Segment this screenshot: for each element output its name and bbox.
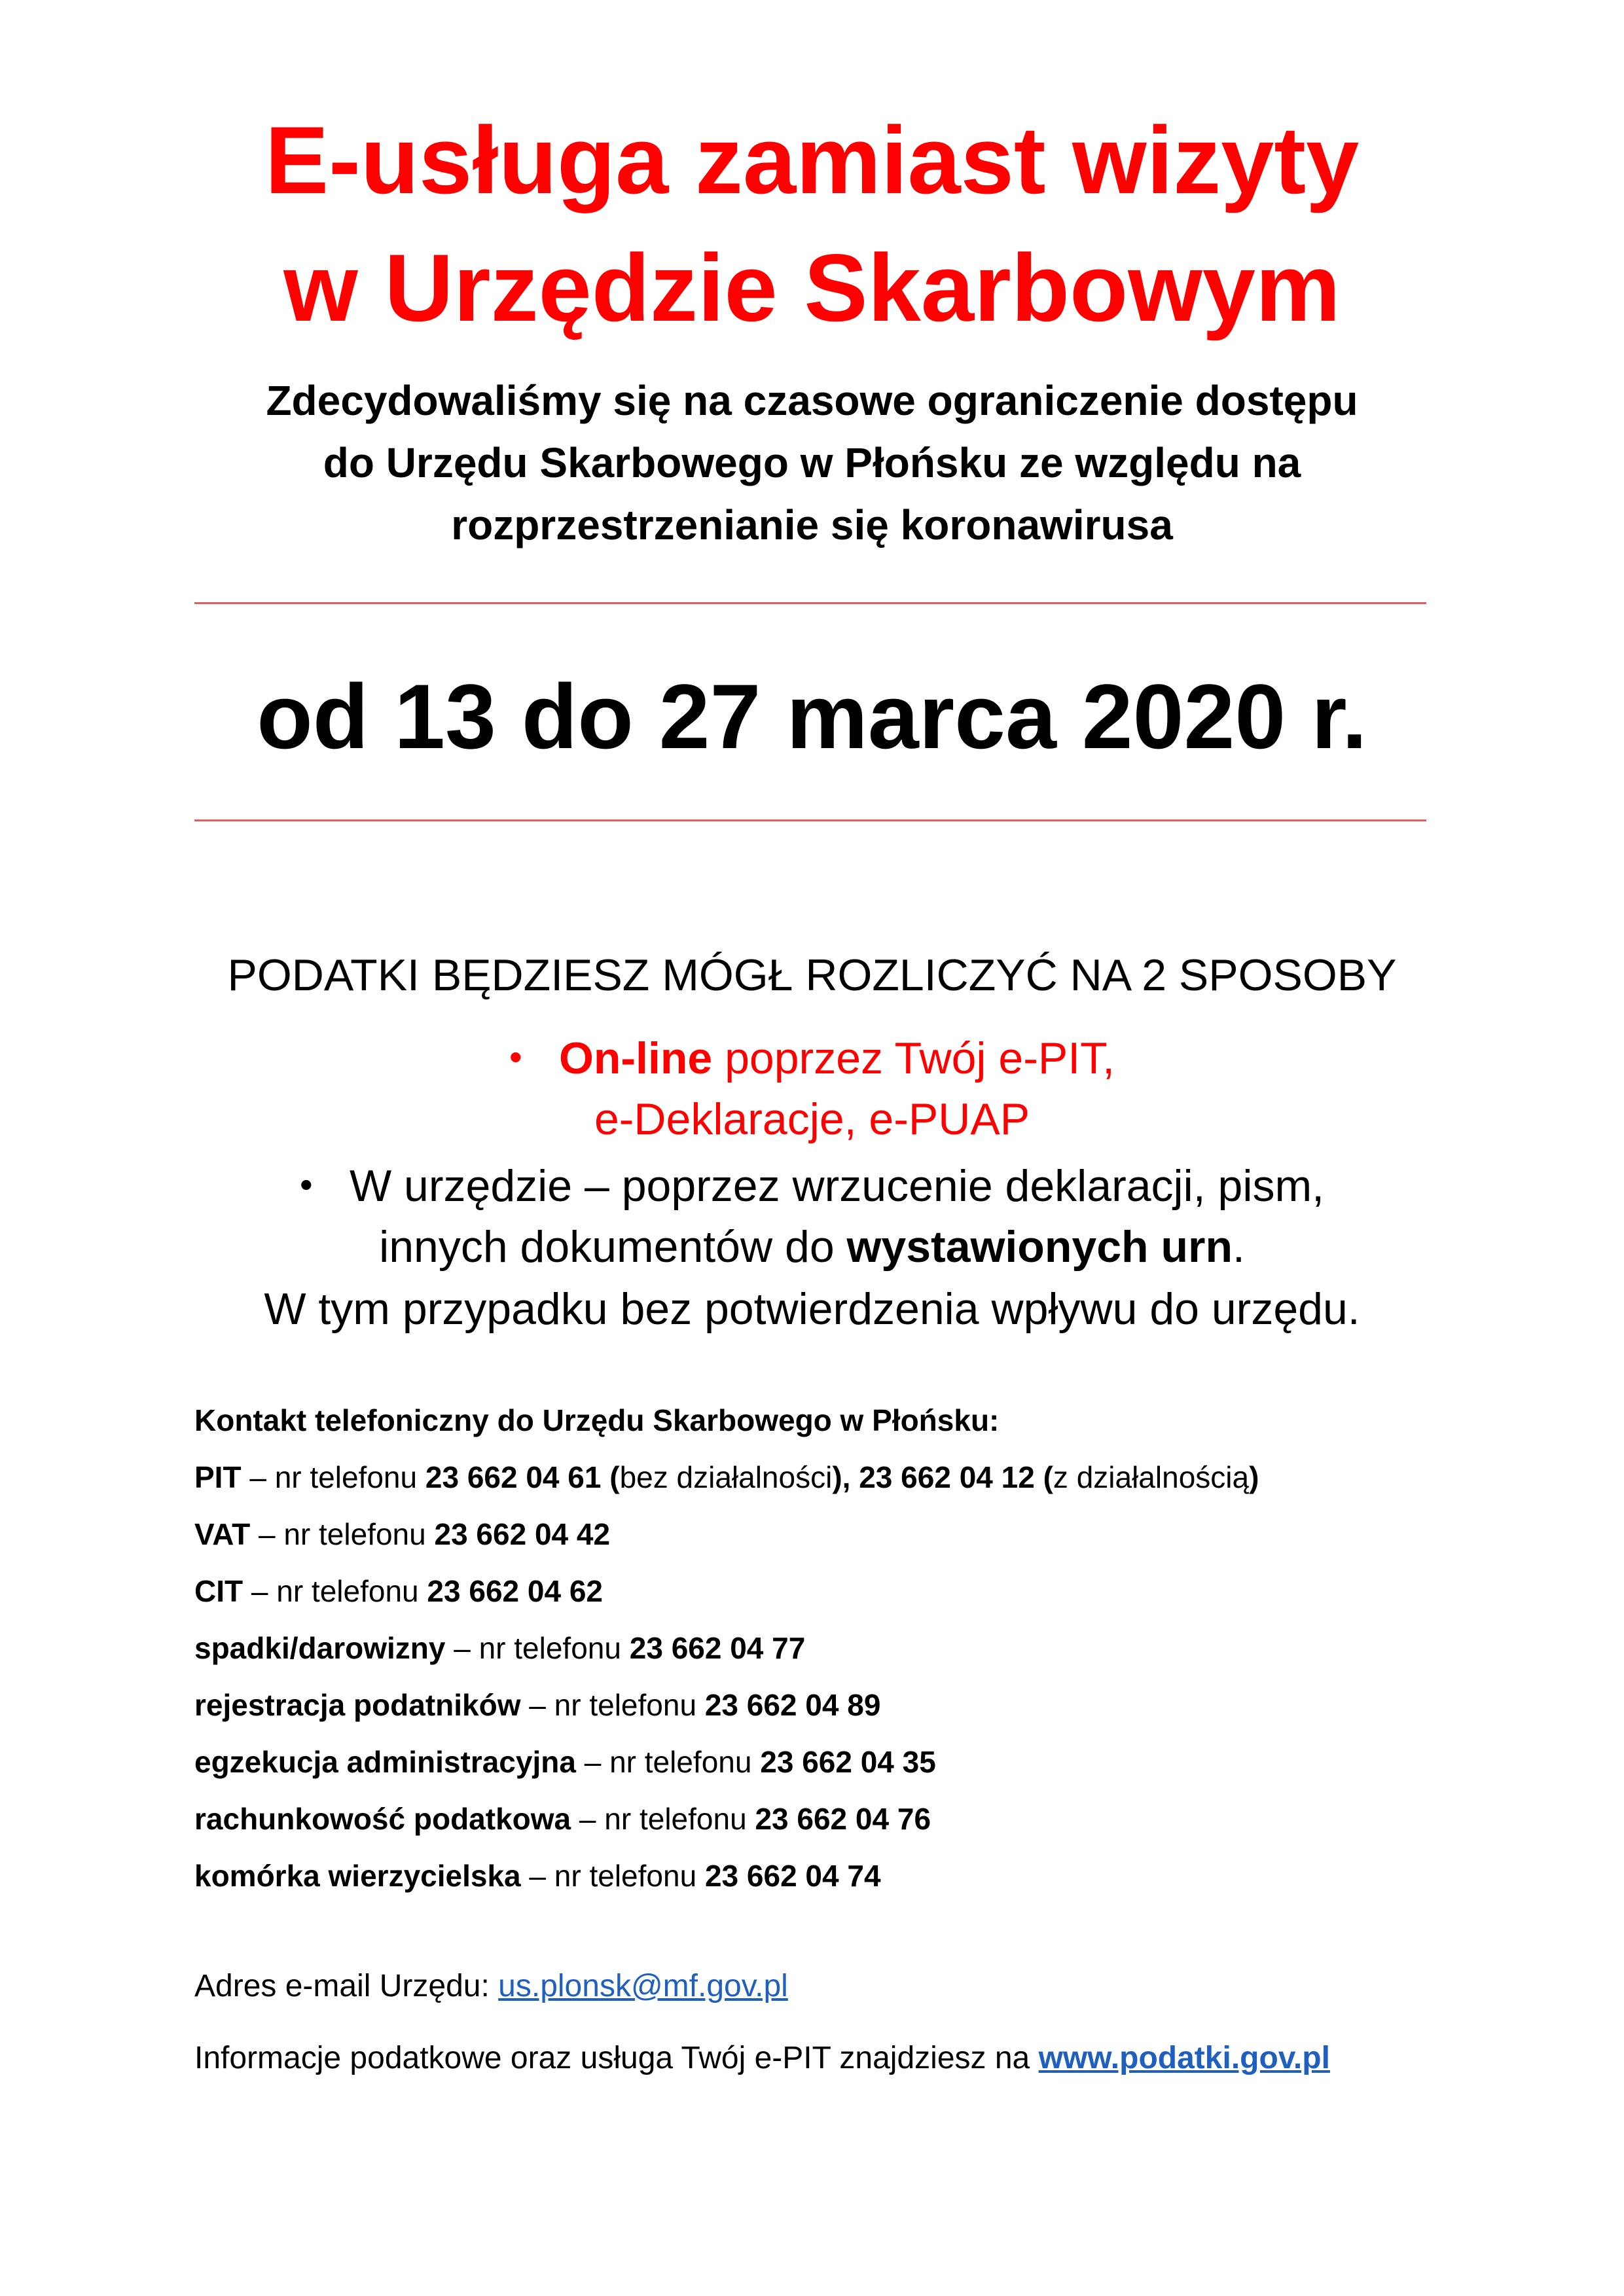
paren-close: ) bbox=[1249, 1460, 1259, 1494]
contact-phone-label: – nr telefonu bbox=[241, 1460, 425, 1494]
bullet-dot: • bbox=[509, 1036, 522, 1077]
title-line-2: w Urzędzie Skarbowym bbox=[283, 234, 1341, 341]
contact-name: egzekucja administracyjna bbox=[194, 1745, 576, 1779]
contact-number: 23 662 04 77 bbox=[629, 1631, 806, 1665]
contact-number: 23 662 04 61 bbox=[425, 1460, 602, 1494]
contact-phone-label: – nr telefonu bbox=[250, 1517, 435, 1551]
contact-name: rachunkowość podatkowa bbox=[194, 1802, 571, 1836]
subtitle-line-2: do Urzędu Skarbowego w Płońsku ze względu na bbox=[323, 439, 1301, 486]
contact-number: 23 662 04 35 bbox=[760, 1745, 936, 1779]
office-line-3: W tym przypadku bez potwierdzenia wpływu do urzędu. bbox=[264, 1284, 1360, 1334]
contact-phone-label: – nr telefonu bbox=[520, 1859, 705, 1893]
email-label: Adres e-mail Urzędu: bbox=[194, 1969, 499, 2003]
contact-row bbox=[194, 1515, 1438, 1554]
office-line-2-post: . bbox=[1233, 1222, 1245, 1272]
contact-number: 23 662 04 62 bbox=[427, 1574, 604, 1608]
bullet-dot: • bbox=[299, 1164, 313, 1205]
divider-top bbox=[194, 602, 1426, 604]
contact-number: 23 662 04 74 bbox=[704, 1859, 881, 1893]
contact-name: rejestracja podatników bbox=[194, 1688, 521, 1722]
contact-row bbox=[194, 1742, 1438, 1782]
contact-name: CIT bbox=[194, 1574, 244, 1608]
email-link[interactable]: us.plonsk@mf.gov.pl bbox=[498, 1969, 788, 2003]
office-line-2 bbox=[0, 1221, 1624, 1273]
subtitle-line-1: Zdecydowaliśmy się na czasowe ograniczenie dostępu bbox=[266, 377, 1358, 424]
contact-note-2: z działalnością bbox=[1053, 1460, 1250, 1494]
contact-phone-label: – nr telefonu bbox=[575, 1745, 761, 1779]
contact-name: komórka wierzycielska bbox=[194, 1859, 521, 1893]
online-bold: On-line bbox=[558, 1033, 713, 1083]
contact-phone-label: – nr telefonu bbox=[445, 1631, 630, 1665]
contact-name: VAT bbox=[194, 1517, 251, 1551]
subtitle-line-3: rozprzestrzenianie się koronawirusa bbox=[451, 501, 1173, 548]
contact-name: PIT bbox=[194, 1460, 242, 1494]
contact-row bbox=[194, 1799, 1438, 1839]
website-link[interactable]: www.podatki.gov.pl bbox=[1038, 2041, 1330, 2075]
contact-name: spadki/darowizny bbox=[194, 1631, 446, 1665]
office-line-1: W urzędzie – poprzez wrzucenie deklaracji, pism, bbox=[349, 1161, 1325, 1211]
contact-number: 23 662 04 42 bbox=[434, 1517, 611, 1551]
contact-number: 23 662 04 89 bbox=[704, 1688, 881, 1722]
contact-row bbox=[194, 1856, 1438, 1895]
website-line bbox=[194, 2039, 1438, 2078]
contact-row bbox=[194, 1571, 1438, 1611]
online-line-2: e-Deklaracje, e-PUAP bbox=[594, 1094, 1030, 1144]
contact-row-pit bbox=[194, 1458, 1438, 1497]
title-line-1: E-usługa zamiast wizyty bbox=[264, 107, 1360, 213]
bullet-office bbox=[0, 1158, 1624, 1212]
paren-open: ( bbox=[601, 1460, 620, 1494]
website-label: Informacje podatkowe oraz usługa Twój e-PIT znajdziesz na bbox=[194, 2041, 1039, 2075]
contact-row bbox=[194, 1685, 1438, 1725]
office-line-2-pre: innych dokumentów do bbox=[379, 1222, 847, 1272]
divider-bottom bbox=[194, 819, 1426, 821]
ways-heading: PODATKI BĘDZIESZ MÓGŁ ROZLICZYĆ NA 2 SPOSOBY bbox=[227, 950, 1397, 1000]
closure-dates: od 13 do 27 marca 2020 r. bbox=[257, 665, 1367, 768]
subtitle bbox=[0, 370, 1624, 556]
office-line-2-bold: wystawionych urn bbox=[846, 1222, 1233, 1272]
contact-phone-label: – nr telefonu bbox=[571, 1802, 755, 1836]
paren-close: ), bbox=[832, 1460, 851, 1494]
contact-note: bez działalności bbox=[619, 1460, 833, 1494]
email-line bbox=[194, 1967, 1438, 2006]
online-rest: poprzez Twój e-PIT, bbox=[712, 1033, 1115, 1083]
contact-phone-label: – nr telefonu bbox=[243, 1574, 427, 1608]
contact-heading: Kontakt telefoniczny do Urzędu Skarbowego w Płońsku: bbox=[194, 1403, 1000, 1437]
contact-number-2: 23 662 04 12 bbox=[850, 1460, 1035, 1494]
paren-open: ( bbox=[1034, 1460, 1053, 1494]
contact-phone-label: – nr telefonu bbox=[520, 1688, 705, 1722]
contact-number: 23 662 04 76 bbox=[755, 1802, 931, 1836]
contact-row bbox=[194, 1628, 1438, 1668]
bullet-online bbox=[0, 1031, 1624, 1085]
